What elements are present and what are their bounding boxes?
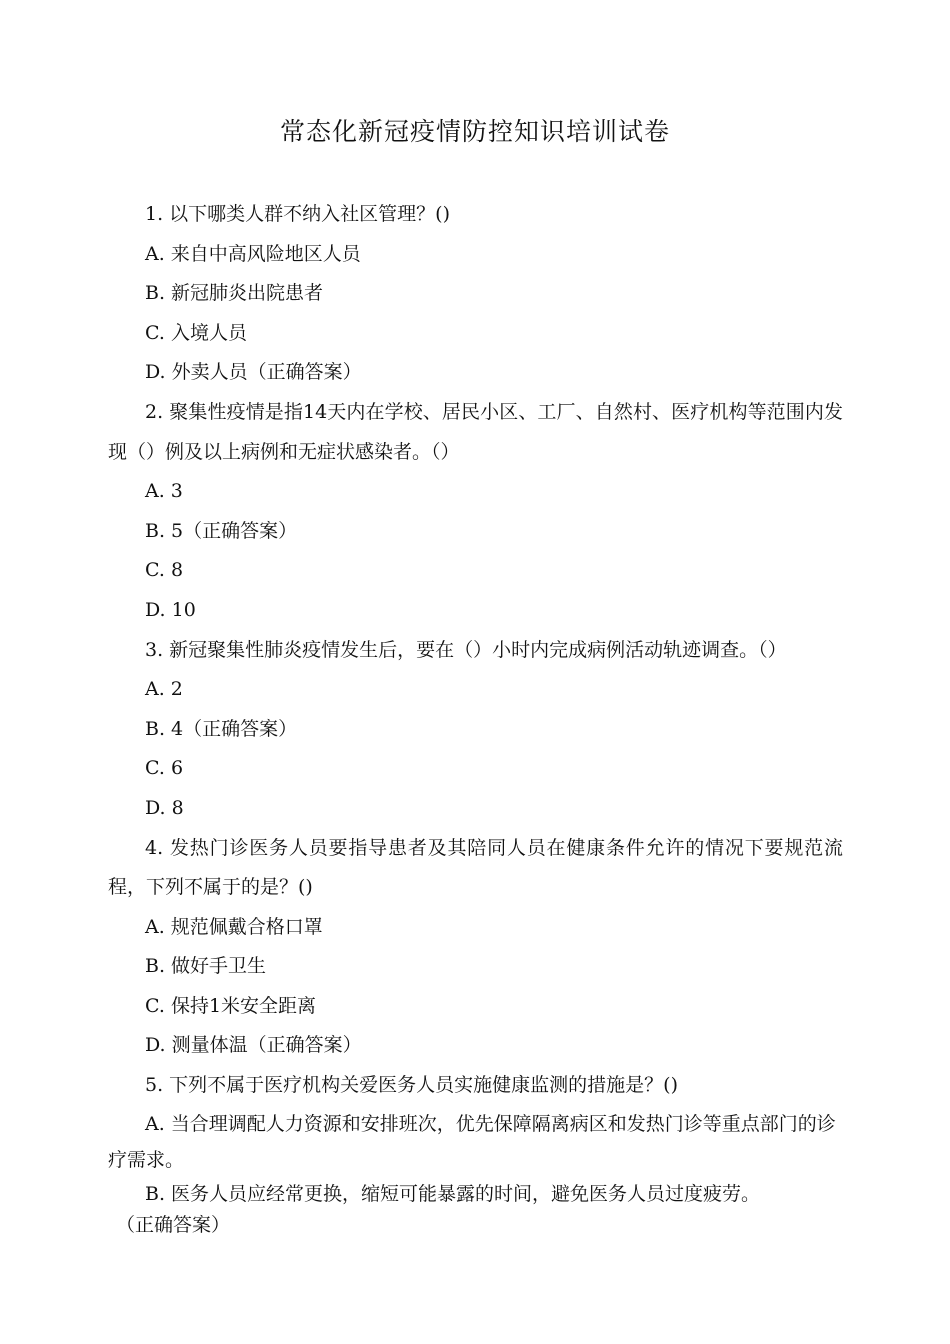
question-option: D. 测量体温（正确答案） — [145, 1034, 362, 1057]
question-option: A. 3 — [145, 480, 183, 503]
question-option: B. 5（正确答案） — [145, 519, 298, 542]
question-option: D. 10 — [145, 598, 196, 621]
document-title: 常态化新冠疫情防控知识培训试卷 — [279, 117, 670, 146]
question-option: D. 8 — [145, 796, 184, 819]
question-option: A. 规范佩戴合格口罩 — [145, 915, 323, 938]
question-stem: 3. 新冠聚集性肺炎疫情发生后，要在（）小时内完成病例活动轨迹调查。（） — [145, 638, 787, 661]
question-option: D. 外卖人员（正确答案） — [145, 361, 362, 384]
question-option: A. 当合理调配人力资源和安排班次，优先保障隔离病区和发热门诊等重点部门的诊疗需求。 — [108, 1112, 836, 1171]
question-option: B. 医务人员应经常更换，缩短可能暴露的时间，避免医务人员过度疲劳。 — [145, 1182, 761, 1205]
question-stem: 5. 下列不属于医疗机构关爱医务人员实施健康监测的措施是？() — [145, 1074, 678, 1097]
question-option: C. 8 — [145, 559, 184, 582]
question-option: C. 保持1米安全距离 — [145, 994, 317, 1017]
question-stem: 1. 以下哪类人群不纳入社区管理？() — [145, 203, 450, 225]
question-option: C. 6 — [145, 757, 184, 780]
question-stem: 2. 聚集性疫情是指14天内在学校、居民小区、工厂、自然村、医疗机构等范围内发现（）例及以上病例和无症状感染者。（） — [108, 400, 843, 463]
answer-note: （正确答案） — [116, 1213, 231, 1236]
question-option: C. 入境人员 — [145, 321, 247, 344]
question-option: B. 做好手卫生 — [145, 955, 267, 978]
question-option: A. 来自中高风险地区人员 — [145, 242, 361, 265]
question-stem: 4. 发热门诊医务人员要指导患者及其陪同人员在健康条件允许的情况下要规范流程，下列不属于的是？() — [108, 836, 843, 899]
question-option: B. 新冠肺炎出院患者 — [145, 282, 324, 305]
question-option: A. 2 — [145, 678, 183, 701]
question-list — [108, 195, 843, 1240]
question-option: B. 4（正确答案） — [145, 717, 298, 740]
